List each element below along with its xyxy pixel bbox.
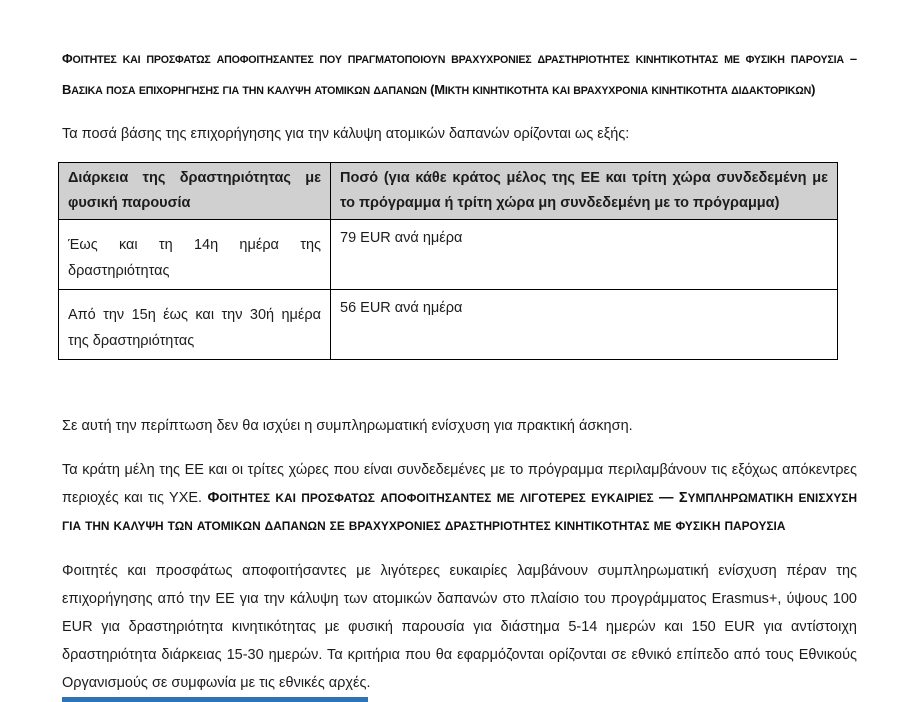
document-body [62,44,857,697]
table-row [59,220,838,290]
amount-cell: 79 EUR ανά ημέρα [331,220,838,290]
footer-blue-bar [62,697,368,702]
grant-amounts-table [58,162,838,360]
duration-cell: Από την 15η έως και την 30ή ημέρα της δραστηριότητας [59,290,331,360]
heading-line-1: ΦΟΙΤΗΤΕΣ ΚΑΙ ΠΡΟΣΦΑΤΩΣ ΑΠΟΦΟΙΤΗΣΑΝΤΕΣ ΠΟΥ ΠΡΑΓΜΑΤΟΠΟΙΟΥΝ ΒΡΑΧΥΧΡΟΝΙΕΣ ΔΡΑΣΤΗΡΙΟΤΗΤΕΣ ΚΙΝΗΤΙΚΟΤΗΤΑΣ ΜΕ ΦΥΣΙΚΗ ΠΑΡΟΥΣΙΑ – [62,51,857,66]
document-heading [62,44,857,106]
table-row [59,290,838,360]
paragraph-member-states [62,456,857,540]
heading-line-2: ΒΑΣΙΚΑ ΠΟΣΑ ΕΠΙΧΟΡΗΓΗΣΗΣ ΓΙΑ ΤΗΝ ΚΑΛΥΨΗ ΑΤΟΜΙΚΩΝ ΔΑΠΑΝΩΝ (ΜΙΚΤΗ ΚΙΝΗΤΙΚΟΤΗΤΑ ΚΑΙ ΒΡΑΧΥΧΡΟΝΙΑ ΚΙΝΗΤΙΚΟΤΗΤΑ ΔΙΔΑΚΤΟΡΙΚΩΝ) [62,82,816,97]
table-header-row [59,163,838,220]
paragraph-topup-amounts: Φοιτητές και προσφάτως αποφοιτήσαντες με λιγότερες ευκαιρίες λαμβάνουν συμπληρωματική ενίσχυση πέραν της επιχορήγησης από την ΕΕ για την κάλυψη των ατομικών δαπανών στο πλαίσιο του προγράμματος Erasmus+, ύψους 100 EUR για δραστηριότητα κινητικότητας με φυσική παρουσία για διάστημα 5-14 ημερών και 150 EUR για αντίστοιχη δραστηριότητα διάρκειας 15-30 ημερών. Τα κριτήρια που θα εφαρμόζονται ορίζονται σε εθνικό επίπεδο από τους Εθνικούς Οργανισμούς σε συμφωνία με τις εθνικές αρχές. [62,563,857,691]
duration-cell: Έως και τη 14η ημέρα της δραστηριότητας [59,220,331,290]
amount-cell: 56 EUR ανά ημέρα [331,290,838,360]
table-header-amount: Ποσό (για κάθε κράτος μέλος της ΕΕ και τρίτη χώρα συνδεδεμένη με το πρόγραμμα ή τρίτη χώρα μη συνδεδεμένη με το πρόγραμμα) [331,163,838,220]
fewer-opportunities-heading-run: ΦΟΙΤΗΤΕΣ ΚΑΙ ΠΡΟΣΦΑΤΩΣ ΑΠΟΦΟΙΤΗΣΑΝΤΕΣ ΜΕ ΛΙΓΟΤΕΡΕΣ ΕΥΚΑΙΡΙΕΣ — ΣΥΜΠΛΗΡΩΜΑΤΙΚΗ ΕΝΙΣΧΥΣΗ ΓΙΑ ΤΗΝ ΚΑΛΥΨΗ ΤΩΝ ΑΤΟΜΙΚΩΝ ΔΑΠΑΝΩΝ ΣΕ ΒΡΑΧΥΧΡΟΝΙΕΣ ΔΡΑΣΤΗΡΙΟΤΗΤΕΣ ΚΙΝΗΤΙΚΟΤΗΤΑΣ ΜΕ ΦΥΣΙΚΗ ΠΑΡΟΥΣΙΑ [62,490,858,533]
paragraph-no-traineeship-topup: Σε αυτή την περίπτωση δεν θα ισχύει η συμπληρωματική ενίσχυση για πρακτική άσκηση. [62,418,633,434]
table-header-duration: Διάρκεια της δραστηριότητας με φυσική παρουσία [59,163,331,220]
paragraph-member-states-text: Τα κράτη μέλη της ΕΕ και οι τρίτες χώρες που είναι συνδεδεμένες με το πρόγραμμα περιλαμβάνουν τις εξόχως απόκεντρες περιοχές και τις ΥΧΕ. [62,462,857,506]
intro-paragraph: Τα ποσά βάσης της επιχορήγησης για την κάλυψη ατομικών δαπανών ορίζονται ως εξής: [62,126,630,142]
